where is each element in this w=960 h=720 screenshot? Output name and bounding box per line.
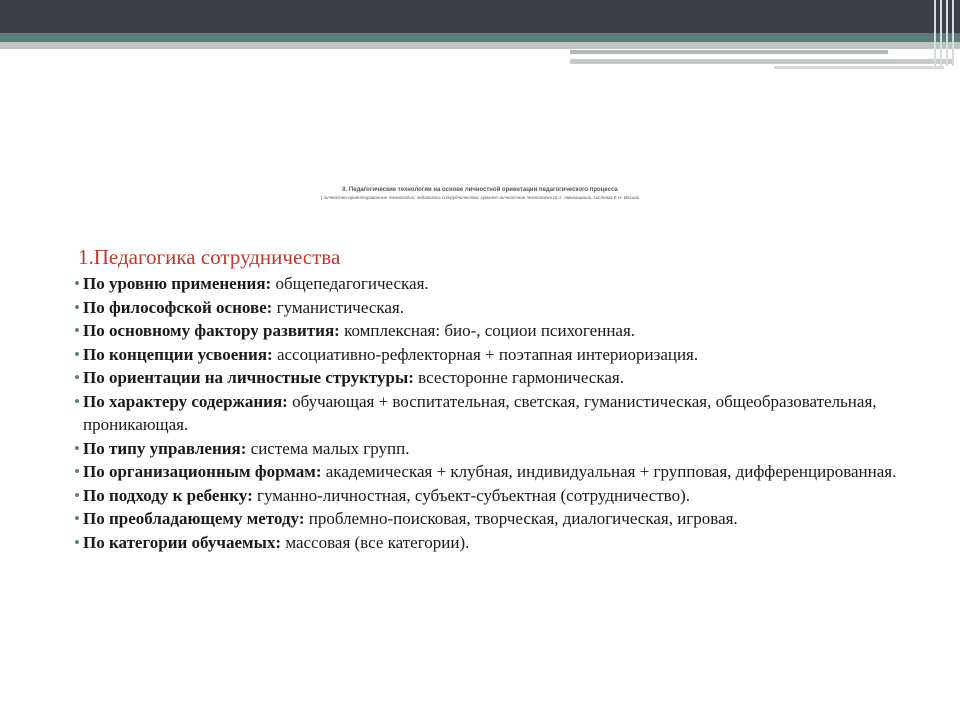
bullet-icon: • (74, 485, 80, 505)
item-label: По подходу к ребенку: (83, 485, 253, 505)
list-item (74, 319, 904, 343)
bullet-icon: • (74, 438, 80, 458)
top-dark-band (0, 0, 960, 33)
bullet-icon: • (74, 391, 80, 411)
gray-accent-band (0, 42, 960, 49)
item-text: система малых групп. (246, 438, 410, 458)
slide-content (74, 244, 904, 554)
bullet-icon: • (74, 462, 80, 481)
bullet-icon: • (74, 509, 80, 528)
list-item (74, 460, 904, 484)
item-text: обучающая + воспитательная, светская, гуманистическая, общеобразовательная, проникающая. (83, 391, 877, 434)
decorative-stripe (940, 0, 942, 66)
teal-accent-band (0, 33, 960, 42)
list-item (74, 296, 904, 320)
characteristics-list (74, 272, 904, 554)
list-item (74, 507, 904, 531)
item-text: гуманно-личностная, субъект-субъектная (сотрудничество). (252, 485, 690, 505)
bullet-icon: • (74, 297, 80, 317)
item-text: ассоциативно-рефлекторная + поэтапная интериоризация. (272, 344, 699, 364)
item-label: По основному фактору развития: (83, 321, 340, 340)
slide-header (240, 186, 720, 201)
decorative-stripe (946, 0, 948, 66)
decorative-stripe (952, 0, 954, 66)
item-label: По организационным формам: (83, 462, 322, 481)
list-item (74, 343, 904, 367)
bullet-icon: • (74, 368, 80, 387)
item-text: академическая + клубная, индивидуальная + групповая, дифференцированная. (321, 462, 897, 481)
item-text: комплексная: био-, социои психогенная. (339, 321, 636, 340)
bullet-icon: • (74, 532, 80, 552)
item-label: По характеру содержания: (83, 391, 288, 411)
item-text: всесторонне гармоническая. (413, 368, 624, 387)
item-text: проблемно-поисковая, творческая, диалогическая, игровая. (304, 509, 738, 528)
list-item (74, 366, 904, 390)
list-item (74, 272, 904, 296)
list-item (74, 484, 904, 508)
section-title: 1.Педагогика сотрудничества (78, 245, 341, 269)
decorative-line (570, 50, 888, 54)
bullet-icon: • (74, 274, 80, 293)
list-item (74, 531, 904, 555)
item-label: По категории обучаемых: (83, 532, 282, 552)
header-subtitle: ( личностно-ориентированные технологии: педагогика сотрудничества, гуманно-личностная технология Ш.А. Амонашвили, система Е.Н. Ильина (320, 195, 640, 200)
list-item (74, 390, 904, 437)
decorative-stripe (934, 0, 936, 66)
item-text: гуманистическая. (272, 297, 404, 317)
item-text: массовая (все категории). (281, 532, 470, 552)
item-text: общепедагогическая. (271, 274, 429, 293)
item-label: По ориентации на личностные структуры: (83, 368, 414, 387)
item-label: По философской основе: (83, 297, 273, 317)
item-label: По преобладающему методу: (83, 509, 305, 528)
bullet-icon: • (74, 321, 80, 340)
decorative-line (570, 59, 954, 64)
item-label: По типу управления: (83, 438, 247, 458)
list-item (74, 437, 904, 461)
header-title: II. Педагогические технологии на основе личностной ориентации педагогического процесса (342, 187, 618, 193)
item-label: По уровню применения: (83, 274, 272, 293)
item-label: По концепции усвоения: (83, 344, 273, 364)
bullet-icon: • (74, 344, 80, 364)
decorative-line (774, 66, 944, 69)
